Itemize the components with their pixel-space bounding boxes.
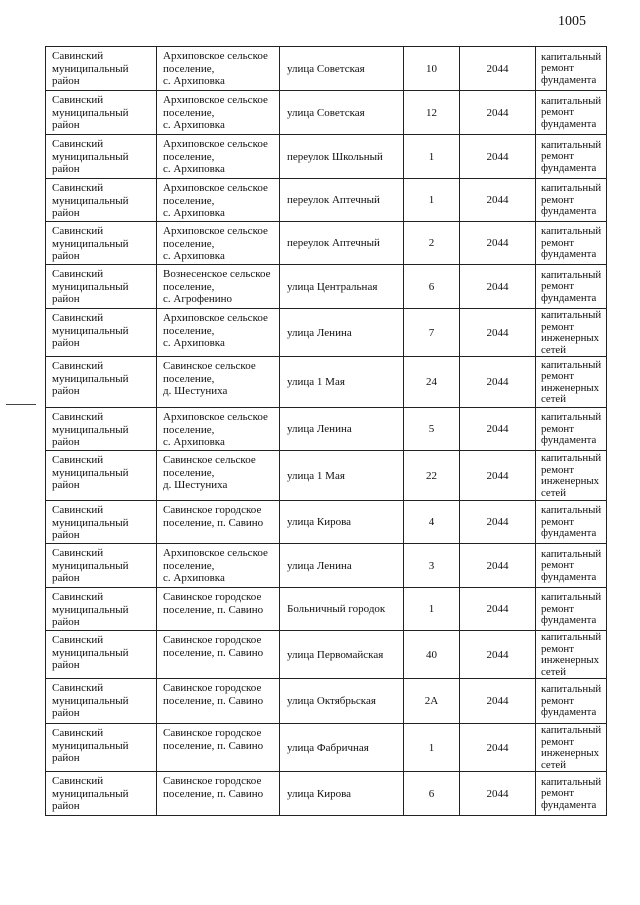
work-type-cell: капитальный ремонт инженерных сетей [536,309,607,357]
settlement-cell: Савинское городское поселение, п. Савино [157,588,280,631]
page-number: 1005 [558,14,586,29]
house-number-cell: 2А [404,679,460,724]
table-row [46,631,607,679]
district-cell: Савинский муниципальный район [46,309,157,357]
house-number-cell: 5 [404,408,460,451]
street-cell: улица Кирова [280,501,404,544]
settlement-cell: Савинское городское поселение, п. Савино [157,501,280,544]
district-cell: Савинский муниципальный район [46,408,157,451]
work-type-cell: капитальный ремонт фундамента [536,679,607,724]
street-cell: переулок Аптечный [280,222,404,265]
table-row [46,222,607,265]
table-row [46,265,607,309]
table-row [46,309,607,357]
district-cell: Савинский муниципальный район [46,265,157,309]
street-cell: переулок Школьный [280,135,404,179]
table-row [46,451,607,501]
year-cell: 2044 [460,679,536,724]
house-number-cell: 1 [404,135,460,179]
settlement-cell: Савинское городское поселение, п. Савино [157,772,280,816]
year-cell: 2044 [460,501,536,544]
street-cell: улица 1 Мая [280,357,404,408]
table-row [46,408,607,451]
house-number-cell: 12 [404,91,460,135]
district-cell: Савинский муниципальный район [46,135,157,179]
year-cell: 2044 [460,265,536,309]
district-cell: Савинский муниципальный район [46,772,157,816]
work-type-cell: капитальный ремонт инженерных сетей [536,631,607,679]
house-number-cell: 1 [404,179,460,222]
street-cell: Больничный городок [280,588,404,631]
year-cell: 2044 [460,222,536,265]
street-cell: улица Ленина [280,309,404,357]
year-cell: 2044 [460,179,536,222]
work-type-cell: капитальный ремонт фундамента [536,47,607,91]
district-cell: Савинский муниципальный район [46,179,157,222]
work-type-cell: капитальный ремонт инженерных сетей [536,451,607,501]
settlement-cell: Вознесенское сельское поселение, с. Агрофенино [157,265,280,309]
district-cell: Савинский муниципальный район [46,357,157,408]
work-type-cell: капитальный ремонт фундамента [536,501,607,544]
work-type-cell: капитальный ремонт фундамента [536,544,607,588]
work-type-cell: капитальный ремонт фундамента [536,408,607,451]
year-cell: 2044 [460,588,536,631]
house-number-cell: 6 [404,772,460,816]
street-cell: улица Советская [280,91,404,135]
work-type-cell: капитальный ремонт инженерных сетей [536,724,607,772]
table-row [46,47,607,91]
district-cell: Савинский муниципальный район [46,588,157,631]
year-cell: 2044 [460,544,536,588]
year-cell: 2044 [460,408,536,451]
district-cell: Савинский муниципальный район [46,222,157,265]
settlement-cell: Архиповское сельское поселение, с. Архиповка [157,91,280,135]
settlement-cell: Архиповское сельское поселение, с. Архиповка [157,47,280,91]
work-type-cell: капитальный ремонт фундамента [536,265,607,309]
work-type-cell: капитальный ремонт фундамента [536,222,607,265]
house-number-cell: 3 [404,544,460,588]
settlement-cell: Савинское городское поселение, п. Савино [157,631,280,679]
year-cell: 2044 [460,309,536,357]
settlement-cell: Савинское сельское поселение, д. Шестуниха [157,357,280,408]
year-cell: 2044 [460,47,536,91]
house-number-cell: 2 [404,222,460,265]
table-row [46,772,607,816]
house-number-cell: 22 [404,451,460,501]
repair-schedule-table [45,46,607,816]
settlement-cell: Архиповское сельское поселение, с. Архиповка [157,179,280,222]
work-type-cell: капитальный ремонт фундамента [536,588,607,631]
house-number-cell: 4 [404,501,460,544]
house-number-cell: 1 [404,588,460,631]
table-row [46,135,607,179]
district-cell: Савинский муниципальный район [46,724,157,772]
settlement-cell: Архиповское сельское поселение, с. Архиповка [157,222,280,265]
house-number-cell: 1 [404,724,460,772]
district-cell: Савинский муниципальный район [46,631,157,679]
settlement-cell: Архиповское сельское поселение, с. Архиповка [157,309,280,357]
work-type-cell: капитальный ремонт фундамента [536,135,607,179]
house-number-cell: 7 [404,309,460,357]
street-cell: улица Первомайская [280,631,404,679]
district-cell: Савинский муниципальный район [46,451,157,501]
work-type-cell: капитальный ремонт фундамента [536,772,607,816]
year-cell: 2044 [460,357,536,408]
district-cell: Савинский муниципальный район [46,544,157,588]
table-row [46,588,607,631]
settlement-cell: Савинское городское поселение, п. Савино [157,724,280,772]
house-number-cell: 40 [404,631,460,679]
street-cell: улица Советская [280,47,404,91]
work-type-cell: капитальный ремонт инженерных сетей [536,357,607,408]
street-cell: улица Октябрьская [280,679,404,724]
year-cell: 2044 [460,772,536,816]
table-row [46,724,607,772]
table-body [46,47,607,816]
table-row [46,357,607,408]
year-cell: 2044 [460,135,536,179]
settlement-cell: Савинское сельское поселение, д. Шестуниха [157,451,280,501]
street-cell: улица Кирова [280,772,404,816]
district-cell: Савинский муниципальный район [46,679,157,724]
settlement-cell: Савинское городское поселение, п. Савино [157,679,280,724]
street-cell: улица Центральная [280,265,404,309]
street-cell: улица Фабричная [280,724,404,772]
work-type-cell: капитальный ремонт фундамента [536,91,607,135]
settlement-cell: Архиповское сельское поселение, с. Архиповка [157,408,280,451]
margin-mark [6,404,36,405]
settlement-cell: Архиповское сельское поселение, с. Архиповка [157,544,280,588]
year-cell: 2044 [460,91,536,135]
work-type-cell: капитальный ремонт фундамента [536,179,607,222]
street-cell: улица 1 Мая [280,451,404,501]
house-number-cell: 10 [404,47,460,91]
year-cell: 2044 [460,724,536,772]
district-cell: Савинский муниципальный район [46,91,157,135]
settlement-cell: Архиповское сельское поселение, с. Архиповка [157,135,280,179]
table-row [46,179,607,222]
district-cell: Савинский муниципальный район [46,501,157,544]
table-row [46,679,607,724]
table-row [46,91,607,135]
house-number-cell: 6 [404,265,460,309]
house-number-cell: 24 [404,357,460,408]
street-cell: улица Ленина [280,408,404,451]
year-cell: 2044 [460,451,536,501]
street-cell: улица Ленина [280,544,404,588]
table-row [46,544,607,588]
table-row [46,501,607,544]
year-cell: 2044 [460,631,536,679]
street-cell: переулок Аптечный [280,179,404,222]
district-cell: Савинский муниципальный район [46,47,157,91]
